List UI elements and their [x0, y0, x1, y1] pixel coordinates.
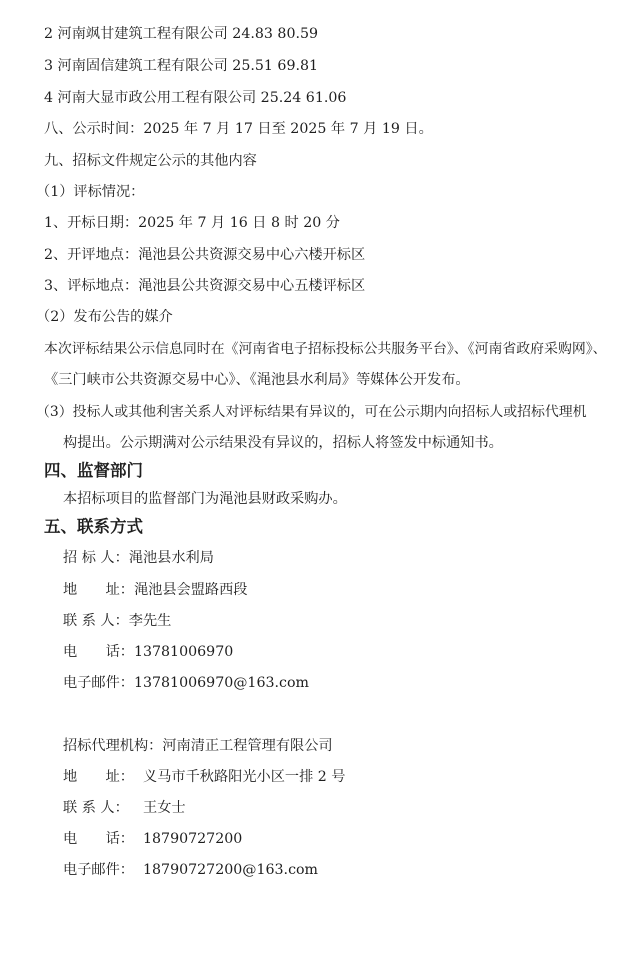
agent-phone-label: 电 话：	[63, 831, 134, 847]
section-4-title: 四、监督部门	[44, 461, 143, 480]
tenderer-phone: 13781006970	[133, 644, 234, 660]
tenderer-address: 渑池县会盟路西段	[133, 582, 248, 598]
bidder-line-2: 2 河南飒甘建筑工程有限公司 24.83 80.59	[44, 26, 319, 42]
tenderer-email-label: 电子邮件：	[63, 675, 134, 691]
bidder-line-3: 3 河南固信建筑工程有限公司 25.51 69.81	[44, 58, 319, 74]
agent-phone: 18790727200	[143, 831, 243, 847]
agent-name: 河南清正工程管理有限公司	[162, 738, 333, 754]
tenderer-phone-label: 电 话：	[63, 644, 134, 660]
media-text-line-1: 本次评标结果公示信息同时在《河南省电子招标投标公共服务平台》、《河南省政府采购网》、	[44, 341, 607, 357]
opening-location: 2、开评地点：渑池县公共资源交易中心六楼开标区	[44, 247, 366, 263]
tenderer-name-label: 招 标 人：	[63, 550, 129, 566]
tenderer-email-row	[63, 673, 309, 693]
agent-phone-row	[63, 829, 242, 849]
agent-contact-row	[63, 798, 186, 818]
tenderer-name: 渑池县水利局	[128, 550, 214, 566]
opening-date: 1、开标日期：2025 年 7 月 16 日 8 时 20 分	[44, 215, 340, 231]
agent-address: 义马市千秋路阳光小区一排 2 号	[143, 769, 346, 785]
objection-text-line-2: 构提出。公示期满对公示结果没有异议的，招标人将签发中标通知书。	[63, 435, 503, 451]
supervision-text: 本招标项目的监督部门为渑池县财政采购办。	[63, 491, 347, 507]
agent-name-label: 招标代理机构：	[63, 738, 163, 754]
agent-address-label: 地 址：	[63, 769, 134, 785]
agent-address-row	[63, 767, 346, 787]
agent-contact: 王女士	[143, 800, 186, 816]
agent-email-label: 电子邮件：	[63, 862, 134, 878]
media-text-line-2: 《三门峡市公共资源交易中心》、《渑池县水利局》等媒体公开发布。	[44, 372, 470, 388]
evaluation-subtitle: （1）评标情况：	[36, 184, 145, 200]
bidder-line-4: 4 河南大显市政公用工程有限公司 25.24 61.06	[44, 90, 347, 106]
section-9-title: 九、招标文件规定公示的其他内容	[44, 153, 257, 169]
objection-text-line-1: （3）投标人或其他利害关系人对评标结果有异议的，可在公示期内向招标人或招标代理机	[36, 404, 587, 420]
tenderer-name-row	[63, 548, 214, 568]
agent-contact-label: 联 系 人：	[63, 800, 129, 816]
publicity-period: 八、公示时间：2025 年 7 月 17 日至 2025 年 7 月 19 日。	[44, 121, 433, 137]
tenderer-contact-label: 联 系 人：	[63, 613, 129, 629]
agent-email-row	[63, 860, 318, 880]
agent-name-row	[63, 736, 333, 756]
tenderer-email: 13781006970@163.com	[133, 675, 309, 691]
tenderer-contact: 李先生	[128, 613, 172, 629]
media-subtitle: （2）发布公告的媒介	[36, 309, 173, 325]
tenderer-contact-row	[63, 611, 171, 631]
tenderer-address-label: 地 址：	[63, 582, 134, 598]
tenderer-address-row	[63, 580, 247, 600]
section-5-title: 五、联系方式	[44, 517, 143, 536]
agent-email: 18790727200@163.com	[143, 862, 319, 878]
tenderer-phone-row	[63, 642, 233, 662]
evaluation-location: 3、评标地点：渑池县公共资源交易中心五楼评标区	[44, 278, 366, 294]
